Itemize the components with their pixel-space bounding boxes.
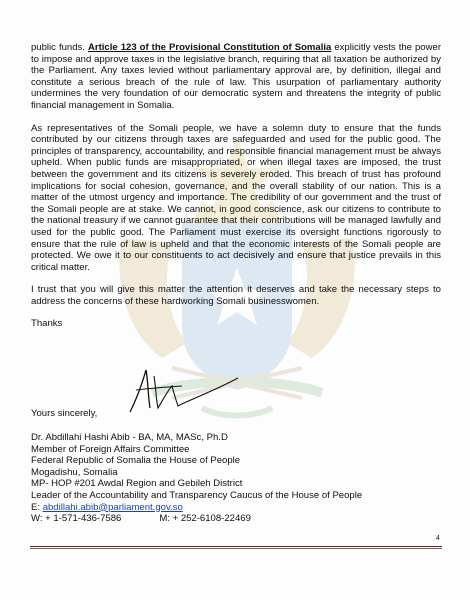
signatory-district: MP- HOP #201 Awdal Region and Gebileh District [31, 478, 243, 490]
handwritten-signature-icon [122, 362, 242, 418]
phone-line [31, 513, 362, 525]
email-line [31, 502, 362, 514]
paragraph-duty: As representatives of the Somali people, we have a solemn duty to ensure that the funds contributed by our citizens through taxes are safeguarded and used for the public good. The principles of transparency, accountability, and responsible financial management must be always upheld. When public funds are misappropriated, or when illegal taxes are imposed, the trust between the government and its citizens is severely eroded. This breach of trust has profound implications for social cohesion, governance, and the overall stability of our nation. This is a matter of the utmost urgency and importance. The credibility of our government and the trust of the Somali people are at stake. We cannot, in good conscience, ask our citizens to contribute to the national treasury if we cannot guarantee that their contributions will be managed lawfully and used for the public good. The Parliament must exercise its oversight functions rigorously to ensure that the rule of law is upheld and that the economic interests of the Somali people are protected. We owe it to our constituents to act decisively and ensure that justice prevails in this critical matter. [31, 122, 441, 273]
mobile-phone: M: + 252-6108-22469 [159, 513, 251, 525]
signatory-name: Dr. Abdillahi Hashi Abib - BA, MA, MASc, Ph.D [31, 432, 228, 443]
letter-body [31, 42, 441, 330]
para1-rest: explicitly vests the power to impose and approve taxes in the legislative branch, requiring that all taxation be authorized by the Parliament. Any taxes levied without parliamentary approval are, by definition, illegal and constitute a serious breach of the rule of law. This usurpation of parliamentary authority undermines the very foundation of our democratic system and threatens the integrity of public financial management in Somalia. [31, 42, 441, 111]
signatory-role: Member of Foreign Affairs Committee [31, 443, 190, 455]
signature-block [31, 432, 362, 525]
para1-lead: public funds. [31, 42, 88, 53]
email-link[interactable]: abdillahi.abib@parliament.gov.so [42, 501, 183, 513]
paragraph-trust: I trust that you will give this matter the attention it deserves and take the necessary steps to address the concerns of these hardworking Somali businesswomen. [31, 284, 441, 307]
signatory-caucus: Leader of the Accountability and Transparency Caucus of the House of People [31, 489, 363, 501]
footer-rule [30, 546, 442, 549]
page-number: 4 [436, 535, 440, 542]
signatory-city: Mogadishu, Somalia [31, 466, 118, 478]
paragraph-article-123 [31, 42, 441, 112]
email-label: E: [31, 501, 43, 513]
work-phone: W: + 1-571-436-7586 [31, 513, 122, 525]
signatory-institution: Federal Republic of Somalia the House of People [31, 455, 241, 467]
thanks-line: Thanks [31, 318, 63, 330]
constitution-article-reference: Article 123 of the Provisional Constitution of Somalia [87, 42, 332, 53]
closing-line: Yours sincerely, [31, 408, 98, 419]
